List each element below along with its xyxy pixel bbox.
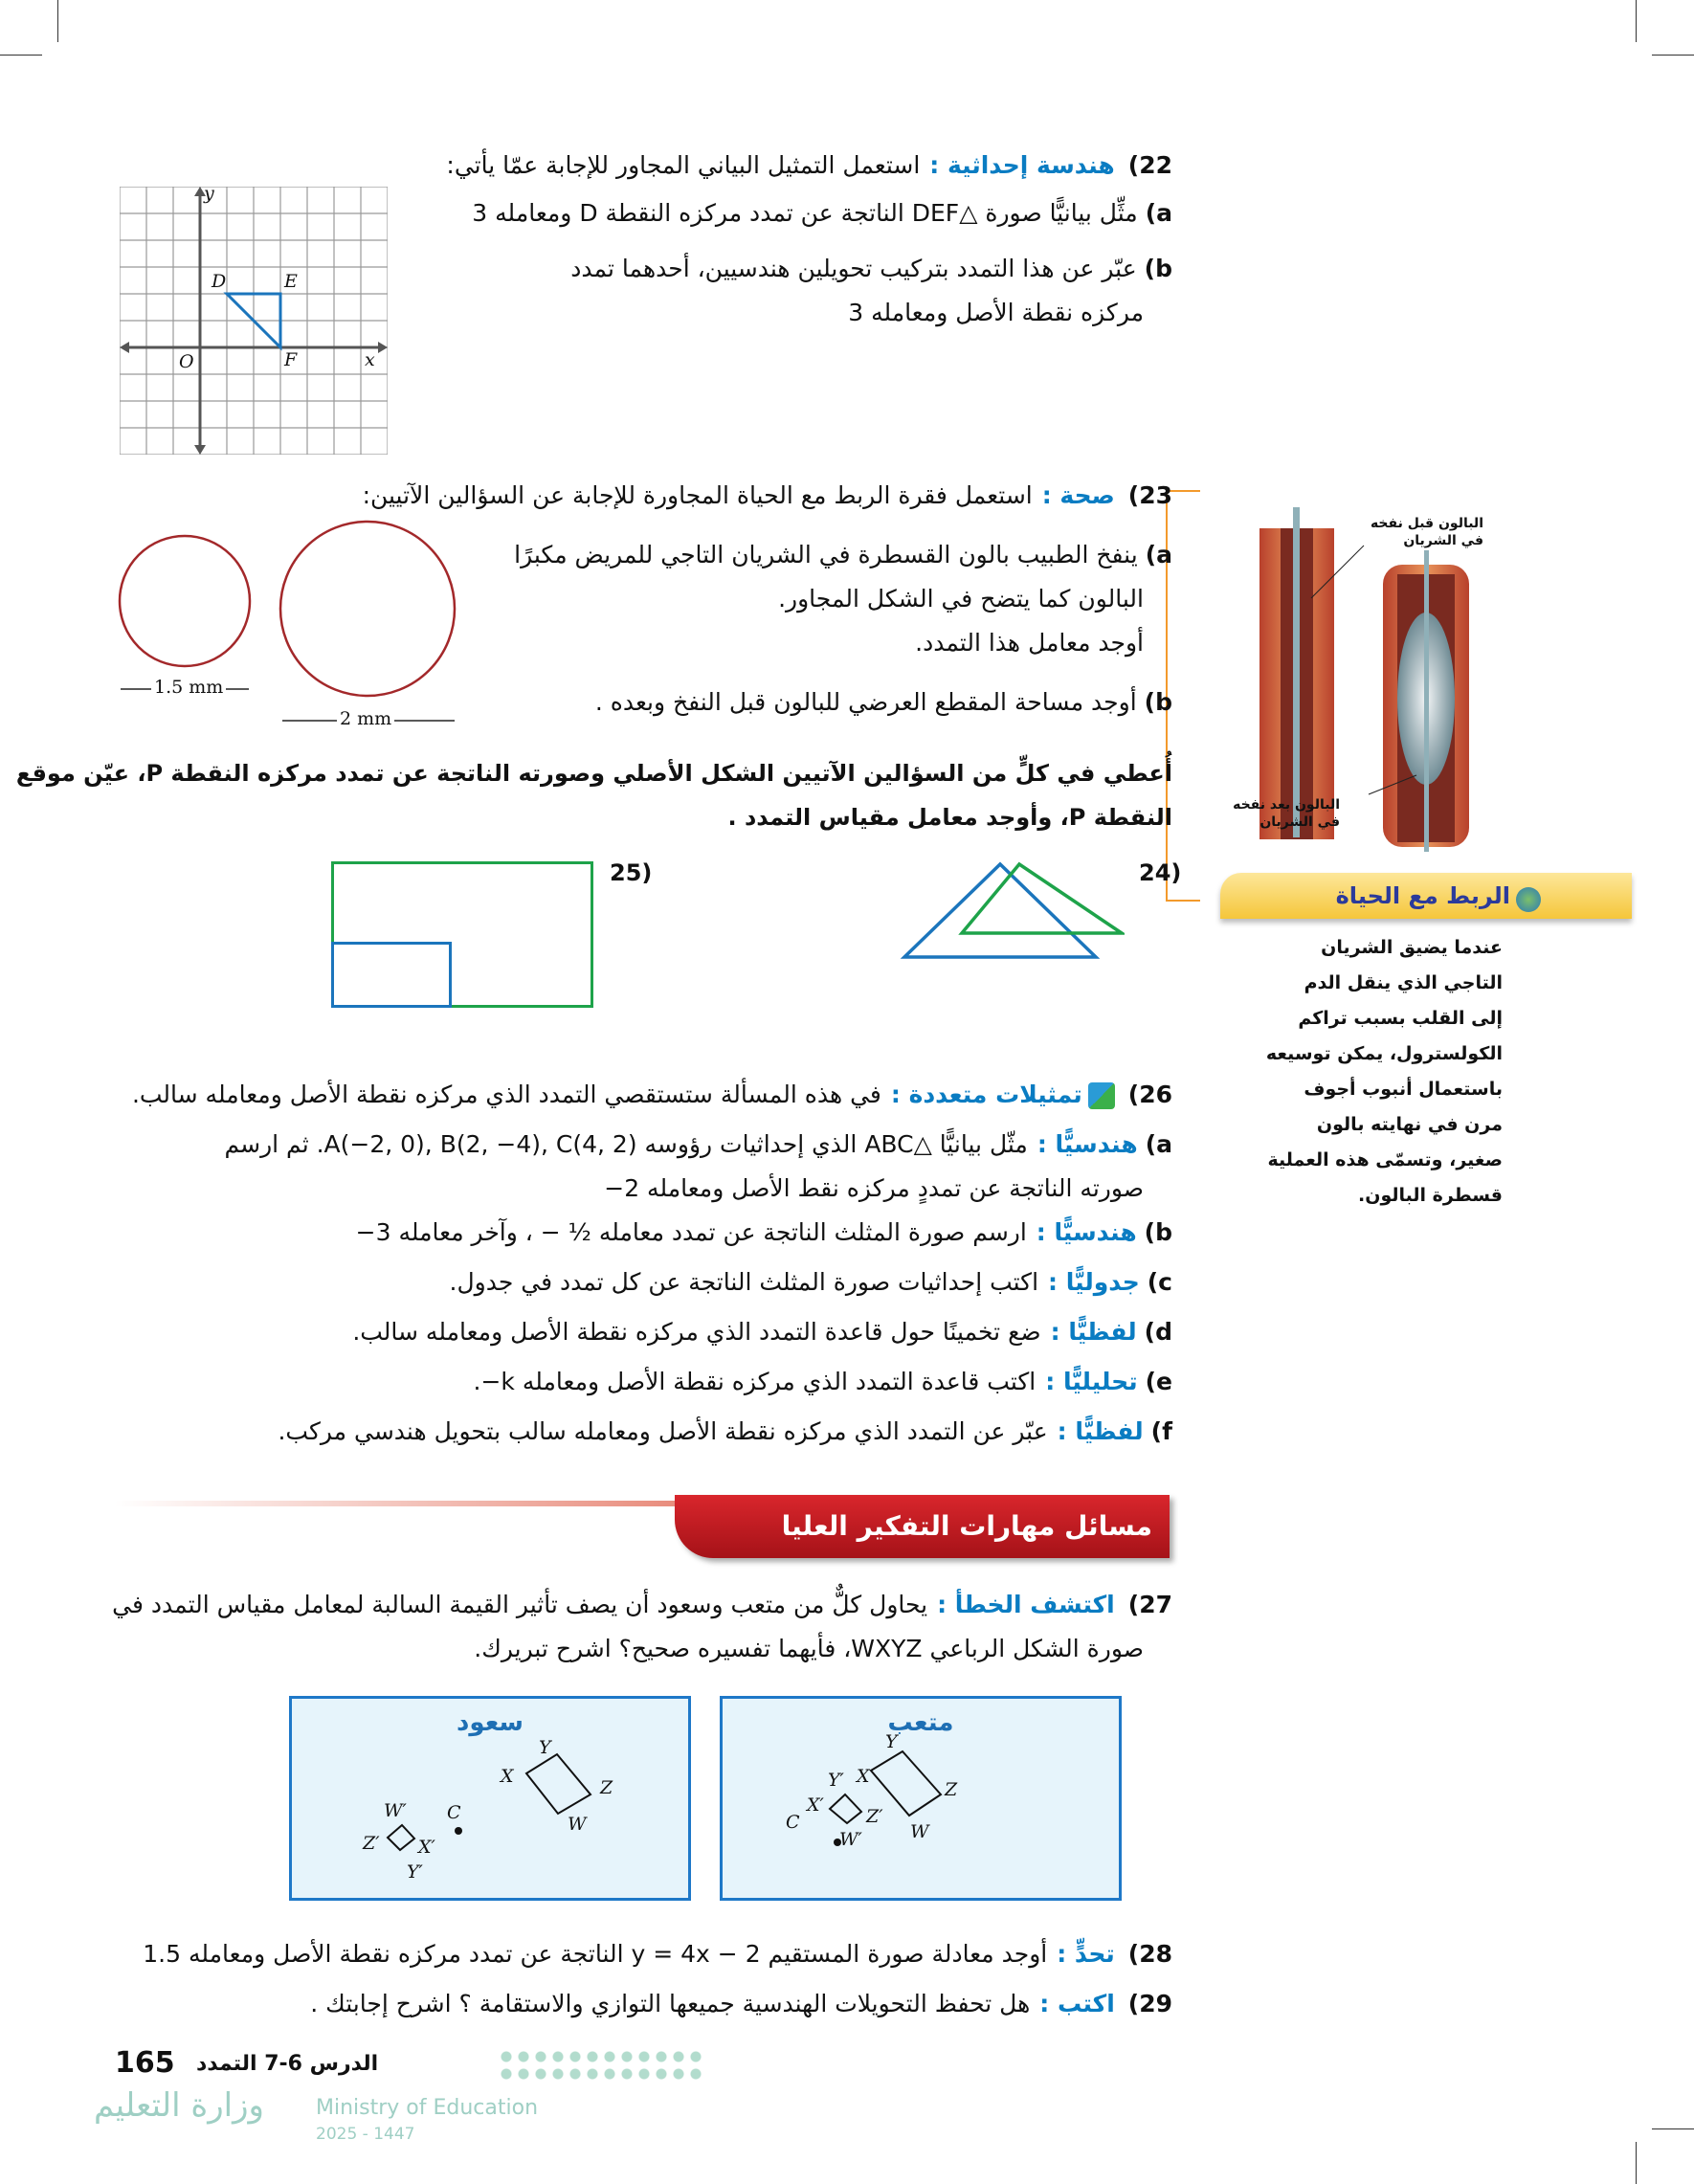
text-line: عندما يضيق الشريان bbox=[1321, 937, 1503, 958]
dimension-label: 1.5 mm bbox=[151, 677, 226, 698]
vertex-label: W′ bbox=[384, 1800, 407, 1821]
part-text: ارسم صورة المثلث الناتجة عن تمدد معامله ½ − ، وآخر معامله 3− bbox=[355, 1218, 1027, 1246]
topic-label: تمثيلات متعددة : bbox=[890, 1081, 1082, 1108]
prompt: استعمل التمثيل البياني المجاور للإجابة عمّا يأتي: bbox=[446, 151, 921, 179]
vertex-label: W bbox=[568, 1814, 587, 1835]
instruction-line: النقطة P، وأوجد معامل مقياس التمدد . bbox=[727, 804, 1172, 831]
questions-28-29 bbox=[143, 1929, 1172, 2029]
vertex-label: X bbox=[857, 1766, 870, 1787]
ministry-logo-text: وزارة التعليم bbox=[94, 2086, 264, 2125]
prompt: في هذه المسألة ستستقصي التمدد الذي مركزه نقطة الأصل ومعامله سالب. bbox=[131, 1081, 881, 1108]
caption-after: البالون بعد نفخه في الشريان bbox=[1233, 797, 1340, 830]
part-text: اكتب إحداثيات صورة المثلث الناتجة عن كل تمدد في جدول. bbox=[449, 1268, 1039, 1296]
vertex-label: Y′ bbox=[407, 1861, 423, 1883]
part-text: ضع تخمينًا حول قاعدة التمدد الذي مركزه نقطة الأصل ومعامله سالب. bbox=[352, 1318, 1041, 1346]
dimension-label: 2 mm bbox=[337, 708, 394, 729]
part-text: عبّر عن هذا التمدد بتركيب تحويلين هندسيين، أحدهما تمدد bbox=[570, 255, 1137, 282]
part-label: b) bbox=[1144, 1218, 1172, 1246]
banner-rule bbox=[115, 1501, 689, 1506]
triangles-figure bbox=[900, 857, 1125, 962]
part-keyword: جدوليًّا : bbox=[1048, 1268, 1140, 1296]
topic-label: اكتب : bbox=[1039, 1990, 1115, 2017]
part-label: b) bbox=[1144, 688, 1172, 716]
caption-before: البالون قبل نفخه في الشريان bbox=[1370, 516, 1483, 548]
question-number: 27) bbox=[1127, 1591, 1172, 1618]
artery-illustration bbox=[1225, 507, 1646, 861]
text-line: إلى القلب بسبب تراكم bbox=[1298, 1008, 1503, 1029]
hots-banner: مسائل مهارات التفكير العليا bbox=[675, 1495, 1170, 1558]
part-text: مثّل بيانيًّا △ABC الذي إحداثيات رؤوسه A(−2, 0), B(2, −4), C(4, 2). ثم ارسم bbox=[224, 1130, 1028, 1158]
coordinate-graph bbox=[120, 183, 388, 455]
part-keyword: تحليليًّا : bbox=[1045, 1368, 1138, 1395]
vertex-label-f: F bbox=[284, 349, 298, 370]
prompt: استعمل فقرة الربط مع الحياة المجاورة للإجابة عن السؤالين الآتيين: bbox=[362, 481, 1033, 509]
text-line: قسطرة البالون. bbox=[1358, 1185, 1503, 1206]
ministry-logo-en: Ministry of Education bbox=[316, 2096, 539, 2120]
question-number: 28) bbox=[1127, 1940, 1172, 1968]
banner-title: الربط مع الحياة bbox=[1335, 882, 1510, 909]
question-23 bbox=[363, 474, 1172, 724]
part-label: d) bbox=[1144, 1318, 1172, 1346]
crop-mark bbox=[1652, 55, 1694, 56]
question-number: 29) bbox=[1127, 1990, 1172, 2017]
part-text: مركزه نقطة الأصل ومعامله 3 bbox=[848, 299, 1144, 326]
part-text: أوجد معامل هذا التمدد. bbox=[915, 629, 1144, 657]
real-world-text bbox=[1215, 930, 1503, 1214]
page-number: 165 bbox=[115, 2046, 175, 2080]
part-label: f) bbox=[1150, 1417, 1172, 1445]
year-label: 2025 - 1447 bbox=[316, 2125, 415, 2144]
vertex-label-e: E bbox=[284, 271, 298, 292]
box-title: سعود bbox=[457, 1708, 524, 1737]
center-label: C bbox=[447, 1802, 461, 1823]
crop-mark bbox=[1652, 2128, 1694, 2129]
vertex-label: X′ bbox=[807, 1794, 824, 1816]
question-number: 23) bbox=[1127, 481, 1172, 509]
question-number: 22) bbox=[1127, 151, 1172, 179]
lesson-label: الدرس 6-7 التمدد bbox=[196, 2052, 379, 2076]
ministry-logo-dots bbox=[498, 2048, 703, 2083]
vertex-label: Y bbox=[885, 1731, 898, 1752]
part-text: اكتب قاعدة التمدد الذي مركزه نقطة الأصل ومعامله k−. bbox=[473, 1368, 1036, 1395]
topic-label: صحة : bbox=[1041, 481, 1115, 509]
part-label: a) bbox=[1145, 1130, 1172, 1158]
crop-mark bbox=[0, 55, 42, 56]
part-keyword: هندسيًّا : bbox=[1036, 1218, 1137, 1246]
question-number: 26) bbox=[1127, 1081, 1172, 1108]
question-22 bbox=[446, 144, 1172, 335]
vertex-label: W′ bbox=[839, 1829, 862, 1850]
part-label: b) bbox=[1144, 255, 1172, 282]
real-world-link-banner bbox=[1220, 873, 1632, 919]
vertex-label: Z′ bbox=[866, 1806, 883, 1827]
mutab-answer-box bbox=[720, 1696, 1122, 1901]
crop-mark bbox=[1636, 2142, 1637, 2184]
vertex-label: Z bbox=[945, 1779, 958, 1800]
part-text: عبّر عن التمدد الذي مركزه نقطة الأصل ومعامله سالب بتحويل هندسي مركب. bbox=[278, 1417, 1048, 1445]
topic-label: تحدٍّ : bbox=[1057, 1940, 1115, 1968]
vertex-label: Y bbox=[539, 1737, 551, 1758]
instruction-line: أُعطي في كلٍّ من السؤالين الآتيين الشكل الأصلي وصورته الناتجة عن تمدد مركزه النقطة P، عيّن موقع bbox=[15, 760, 1172, 787]
question-27 bbox=[112, 1583, 1172, 1671]
vertex-label: X′ bbox=[418, 1837, 435, 1858]
instruction bbox=[16, 751, 1172, 839]
text-line: مرن في نهايته بالون bbox=[1316, 1114, 1503, 1135]
prompt: أوجد معادلة صورة المستقيم y = 4x − 2 الناتجة عن تمدد مركزه نقطة الأصل ومعامله 1.5 bbox=[143, 1940, 1048, 1968]
part-keyword: لفظيًّا : bbox=[1057, 1417, 1144, 1445]
topic-label: اكتشف الخطأ : bbox=[937, 1591, 1115, 1618]
part-label: e) bbox=[1145, 1368, 1172, 1395]
vertex-label: Y′ bbox=[828, 1770, 844, 1791]
text-line: باستعمال أنبوب أجوف bbox=[1304, 1079, 1503, 1100]
vertex-label: Z′ bbox=[363, 1833, 380, 1854]
saud-answer-box bbox=[289, 1696, 691, 1901]
part-keyword: لفظيًّا : bbox=[1050, 1318, 1137, 1346]
question-number: 25) bbox=[610, 859, 653, 886]
question-26 bbox=[132, 1070, 1172, 1457]
axis-label-y: y bbox=[204, 183, 214, 204]
part-keyword: هندسيًّا : bbox=[1036, 1130, 1138, 1158]
part-text: صورته الناتجة عن تمددٍ مركزه نقط الأصل ومعامله 2− bbox=[604, 1174, 1144, 1202]
center-label: C bbox=[786, 1812, 800, 1833]
axis-label-x: x bbox=[365, 349, 375, 370]
prompt: هل تحفظ التحويلات الهندسية جميعها التوازي والاستقامة ؟ اشرح إجابتك . bbox=[310, 1990, 1031, 2017]
text-line: صغير، وتسمّى هذه العملية bbox=[1267, 1149, 1503, 1170]
crop-mark bbox=[1636, 0, 1637, 42]
vertex-label-d: D bbox=[212, 271, 227, 292]
origin-label: O bbox=[179, 351, 194, 372]
part-text: ينفخ الطبيب بالون القسطرة في الشريان التاجي للمريض مكبرًا bbox=[514, 541, 1138, 568]
prompt: يحاول كلٌّ من متعب وسعود أن يصف تأثير القيمة السالبة لمعامل مقياس التمدد في bbox=[112, 1591, 928, 1618]
vertex-label: W bbox=[910, 1821, 929, 1842]
globe-icon bbox=[1516, 887, 1541, 912]
inner-rectangle bbox=[331, 942, 452, 1008]
part-label: a) bbox=[1145, 541, 1172, 568]
prompt: صورة الشكل الرباعي WXYZ، فأيهما تفسيره صحيح؟ اشرح تبريرك. bbox=[474, 1635, 1144, 1662]
part-label: c) bbox=[1147, 1268, 1172, 1296]
vertex-label: X bbox=[501, 1766, 514, 1787]
vertex-label: Z bbox=[600, 1777, 613, 1798]
part-text: مثِّل بيانيًّا صورة △DEF الناتجة عن تمدد مركزه النقطة D ومعامله 3 bbox=[472, 199, 1138, 227]
topic-label: هندسة إحداثية : bbox=[929, 151, 1115, 179]
multiple-representations-icon bbox=[1088, 1082, 1115, 1109]
part-label: a) bbox=[1145, 199, 1172, 227]
question-number: 24) bbox=[1139, 859, 1182, 886]
box-title: متعب bbox=[887, 1708, 954, 1737]
text-line: الكولسترول، يمكن توسيعه bbox=[1265, 1043, 1503, 1064]
part-text: البالون كما يتضح في الشكل المجاور. bbox=[778, 585, 1144, 613]
part-text: أوجد مساحة المقطع العرضي للبالون قبل النفخ وبعده . bbox=[594, 688, 1137, 716]
text-line: التاجي الذي ينقل الدم bbox=[1304, 972, 1503, 993]
crop-mark bbox=[57, 0, 58, 42]
